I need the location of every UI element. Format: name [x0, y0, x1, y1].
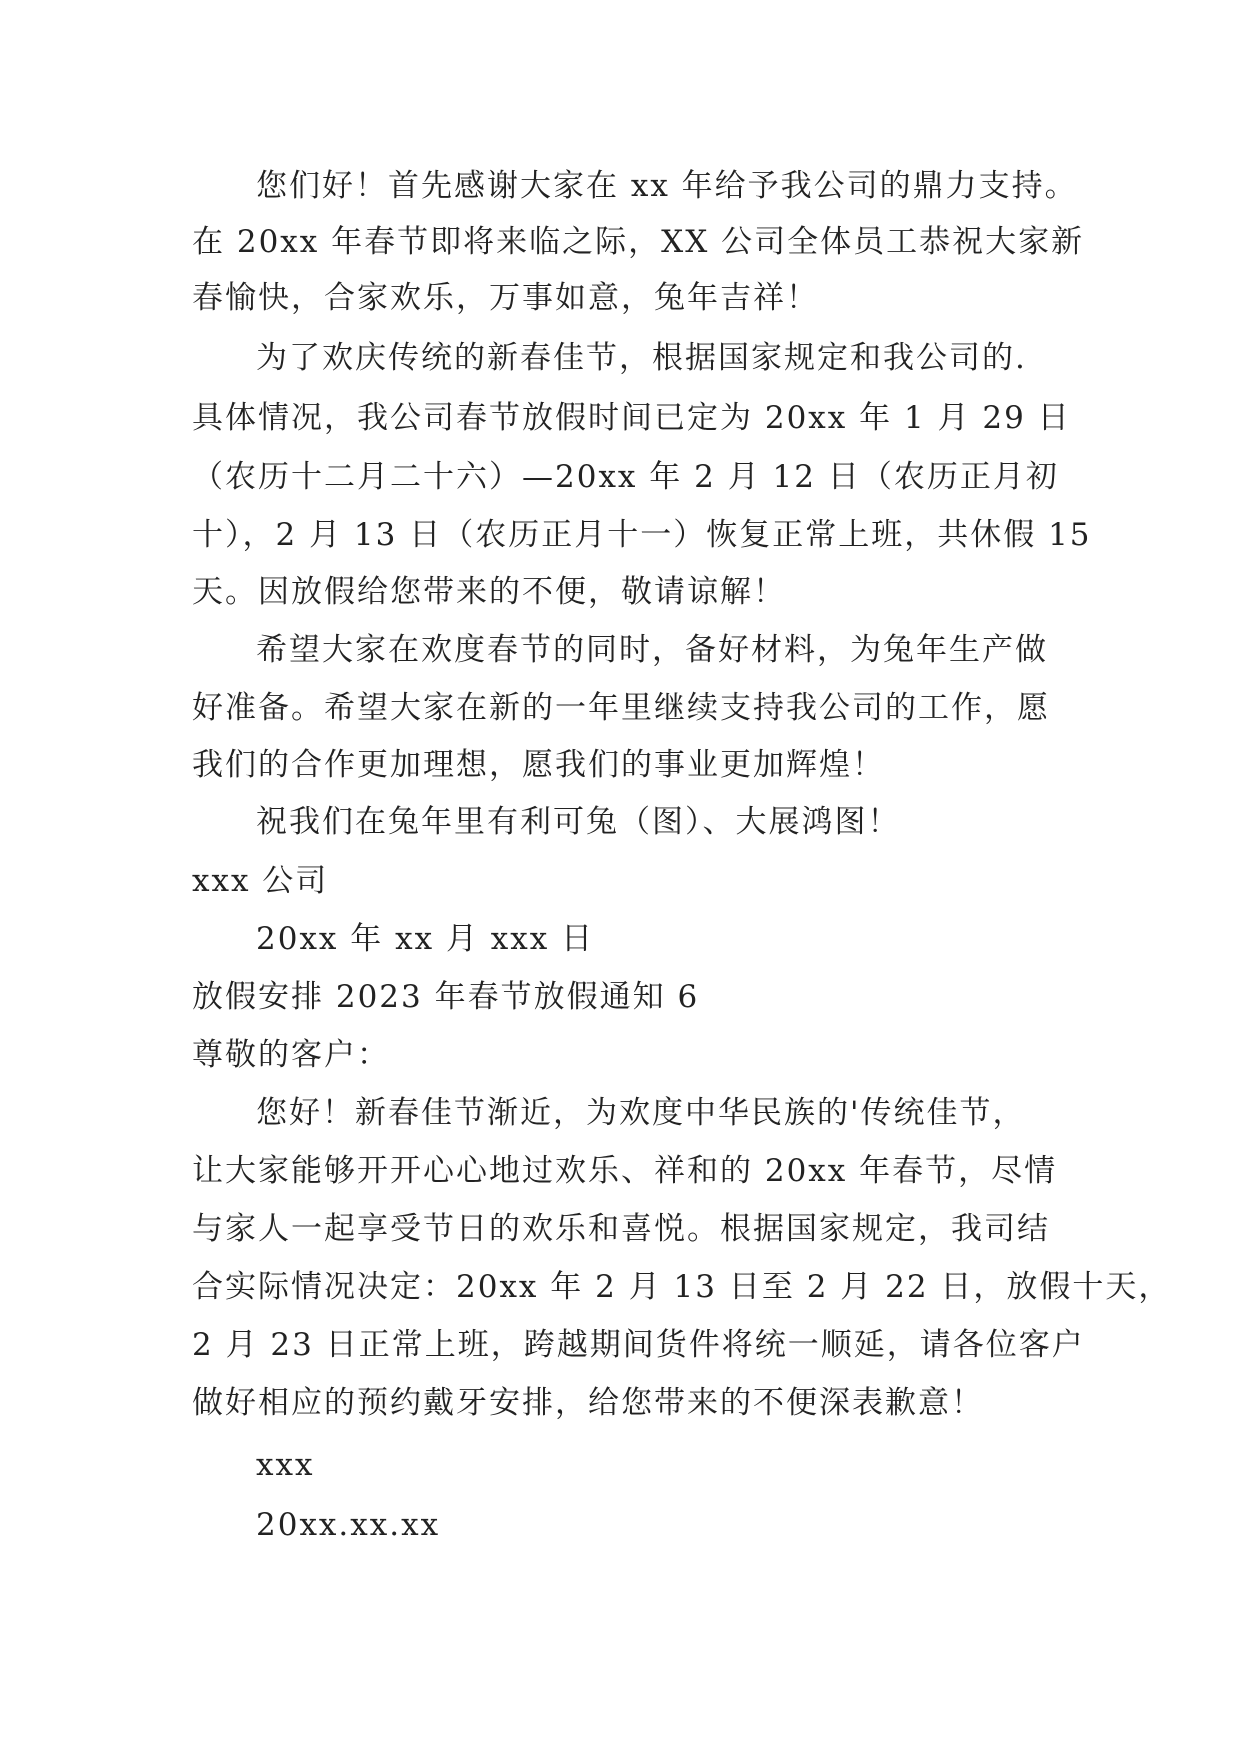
paragraph-line: 我们的合作更加理想，愿我们的事业更加辉煌！ [192, 747, 885, 783]
signature-date: 20xx.xx.xx [256, 1507, 441, 1543]
salutation: 尊敬的客户： [192, 1037, 390, 1073]
section-title: 放假安排 2023 年春节放假通知 6 [192, 979, 700, 1015]
paragraph-line: 做好相应的预约戴牙安排，给您带来的不便深表歉意！ [192, 1385, 984, 1421]
paragraph-line: 为了欢庆传统的新春佳节，根据国家规定和我公司的. [256, 340, 1027, 376]
paragraph-line: 您好！新春佳节渐近，为欢度中华民族的'传统佳节， [256, 1095, 1026, 1131]
paragraph-line: 2 月 23 日正常上班，跨越期间货件将统一顺延，请各位客户 [192, 1327, 1085, 1363]
paragraph-line: 合实际情况决定：20xx 年 2 月 13 日至 2 月 22 日，放假十天， [192, 1269, 1172, 1305]
paragraph-line: 让大家能够开开心心地过欢乐、祥和的 20xx 年春节，尽情 [192, 1153, 1058, 1189]
signature-name: xxx [256, 1447, 315, 1483]
paragraph-line: 天。因放假给您带来的不便，敬请谅解！ [192, 574, 786, 610]
signature-date: 20xx 年 xx 月 xxx 日 [256, 921, 595, 957]
paragraph-line: 希望大家在欢度春节的同时，备好材料，为兔年生产做 [256, 632, 1048, 668]
paragraph-line: 好准备。希望大家在新的一年里继续支持我公司的工作，愿 [192, 690, 1050, 726]
paragraph-line: 春愉快，合家欢乐，万事如意，兔年吉祥！ [192, 280, 819, 316]
signature-company: xxx 公司 [192, 863, 329, 899]
paragraph-line: 与家人一起享受节日的欢乐和喜悦。根据国家规定，我司结 [192, 1211, 1050, 1247]
paragraph-line: 您们好！首先感谢大家在 xx 年给予我公司的鼎力支持。 [256, 168, 1078, 204]
paragraph-line: 具体情况，我公司春节放假时间已定为 20xx 年 1 月 29 日 [192, 400, 1071, 436]
paragraph-line: 在 20xx 年春节即将来临之际，XX 公司全体员工恭祝大家新 [192, 224, 1085, 260]
blessing-line: 祝我们在兔年里有利可兔（图）、大展鸿图！ [256, 804, 901, 840]
paragraph-line: 十），2 月 13 日（农历正月十一）恢复正常上班，共休假 15 [192, 517, 1092, 553]
paragraph-line: （农历十二月二十六）—20xx 年 2 月 12 日（农历正月初 [192, 459, 1059, 495]
